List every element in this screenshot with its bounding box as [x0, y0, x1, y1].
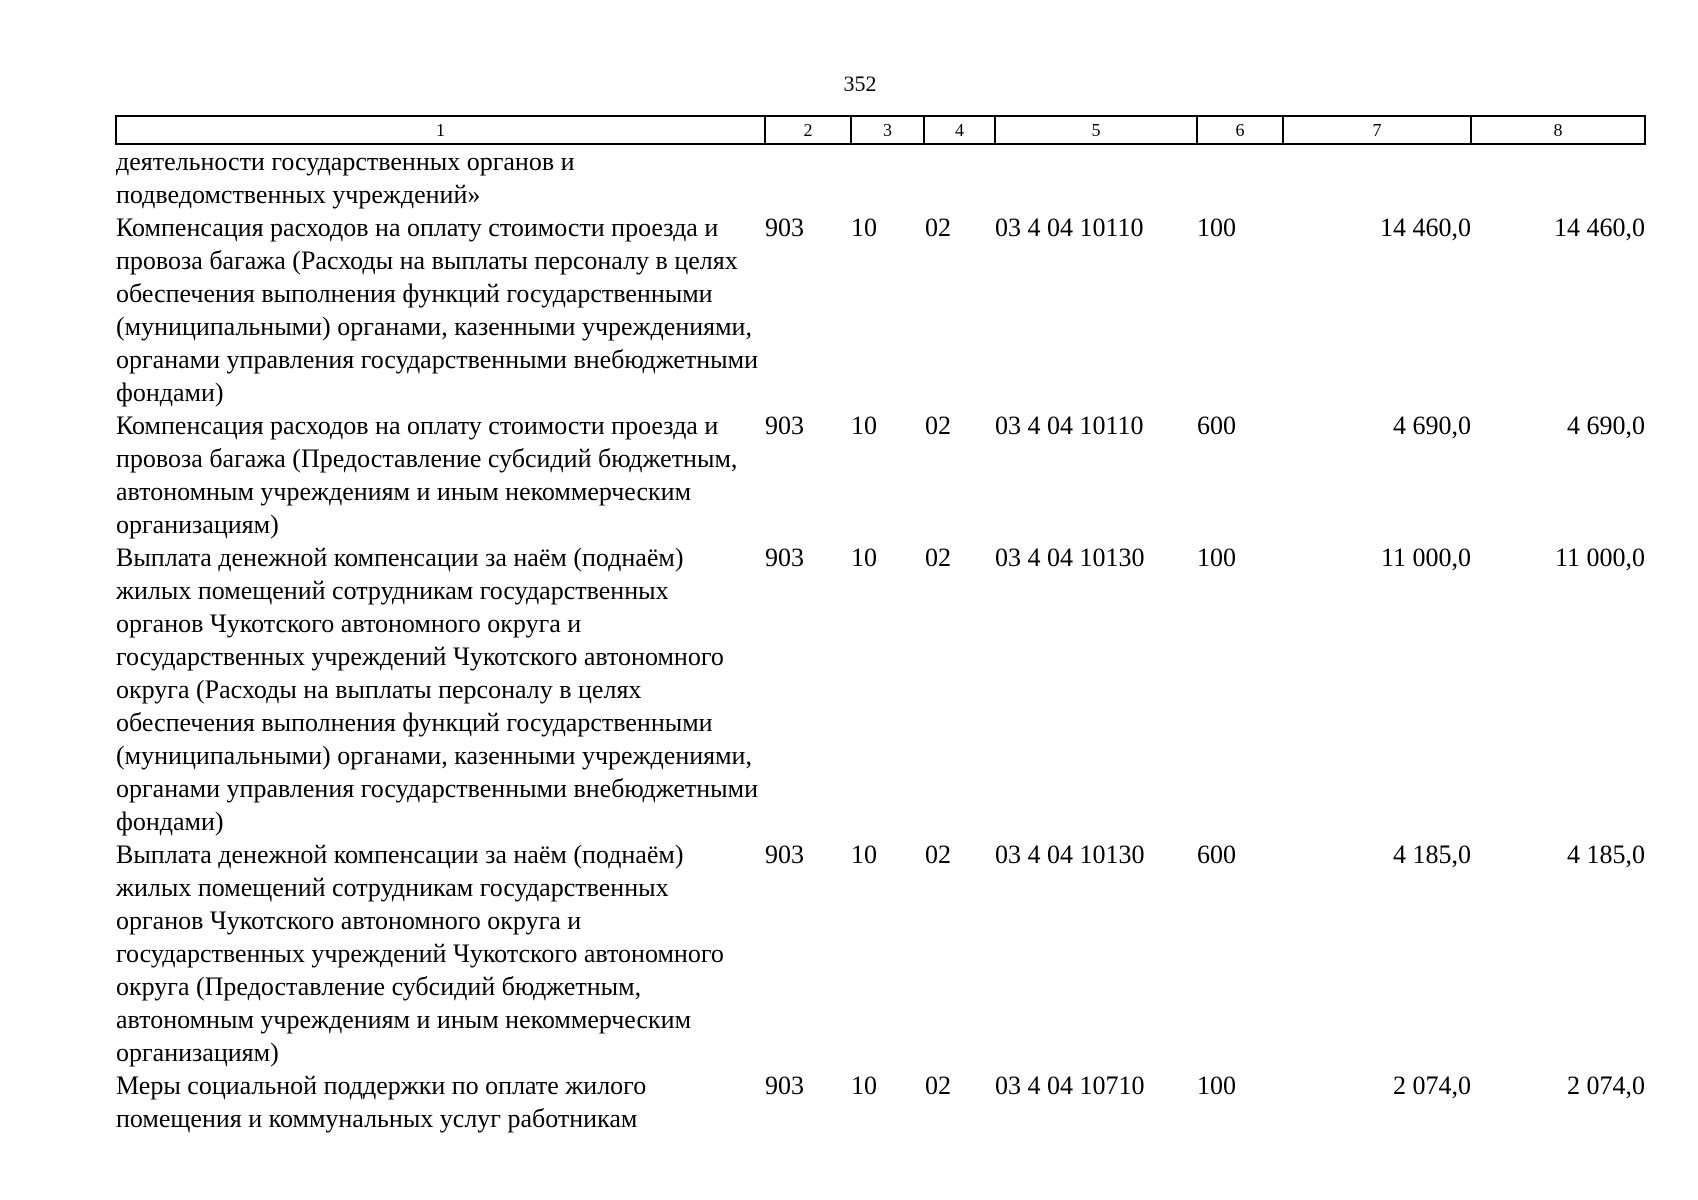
- row-ministry-code: 903: [765, 840, 804, 869]
- row-ministry-code: 903: [765, 543, 804, 572]
- table-row: [116, 1069, 1645, 1135]
- table-header: [116, 116, 1645, 144]
- row-subsection-code: 02: [925, 840, 951, 869]
- row-ministry-code: 903: [765, 213, 804, 242]
- header-row: [116, 116, 1645, 144]
- row-ministry-code: 903: [765, 411, 804, 440]
- table-body: [116, 144, 1645, 1135]
- row-amount-1: 4 690,0: [1393, 411, 1471, 440]
- row-article-code: 03 4 04 10110: [995, 411, 1144, 440]
- row-amount-1: 14 460,0: [1380, 213, 1471, 242]
- row-name: Выплата денежной компенсации за наём (поднаём) жилых помещений сотрудникам государственных органов Чукотского автономного округа и государственных учреждений Чукотского автономного округа (Расходы на выплаты персоналу в целях обеспечения выполнения функций государственными (муниципальными) органами, казенными учреждениями, органами управления государственными внебюджетными фондами): [116, 543, 759, 836]
- table-row: [116, 211, 1645, 409]
- row-section-code: 10: [851, 1071, 877, 1100]
- row-name: Компенсация расходов на оплату стоимости проезда и провоза багажа (Расходы на выплаты персоналу в целях обеспечения выполнения функций государственными (муниципальными) органами, казенными учреждениями, органами управления государственными внебюджетными фондами): [116, 213, 759, 407]
- row-amount-1: 2 074,0: [1393, 1071, 1471, 1100]
- row-amount-2: 11 000,0: [1554, 543, 1645, 572]
- row-name: Меры социальной поддержки по оплате жилого помещения и коммунальных услуг работникам: [116, 1071, 647, 1133]
- row-amount-2: 2 074,0: [1567, 1071, 1645, 1100]
- header-col-4: 4: [924, 116, 995, 144]
- row-expense-type: 600: [1197, 840, 1236, 869]
- row-name: Выплата денежной компенсации за наём (поднаём) жилых помещений сотрудникам государственных органов Чукотского автономного округа и государственных учреждений Чукотского автономного округа (Предоставление субсидий бюджетным, автономным учреждениям и иным некоммерческим организациям): [116, 840, 724, 1067]
- row-expense-type: 100: [1197, 213, 1236, 242]
- table-row: [116, 409, 1645, 541]
- row-ministry-code: 903: [765, 1071, 804, 1100]
- row-subsection-code: 02: [925, 411, 951, 440]
- header-col-3: 3: [851, 116, 924, 144]
- row-amount-2: 4 690,0: [1567, 411, 1645, 440]
- row-article-code: 03 4 04 10710: [995, 1071, 1145, 1100]
- row-amount-1: 4 185,0: [1393, 840, 1471, 869]
- table-row: [116, 144, 1645, 211]
- row-section-code: 10: [851, 411, 877, 440]
- row-section-code: 10: [851, 543, 877, 572]
- row-article-code: 03 4 04 10110: [995, 213, 1144, 242]
- budget-table: [115, 115, 1646, 1135]
- table-row: [116, 541, 1645, 838]
- header-col-6: 6: [1197, 116, 1283, 144]
- header-col-1: 1: [116, 116, 765, 144]
- row-expense-type: 600: [1197, 411, 1236, 440]
- row-expense-type: 100: [1197, 1071, 1236, 1100]
- header-col-2: 2: [765, 116, 851, 144]
- header-col-8: 8: [1471, 116, 1645, 144]
- row-name: Компенсация расходов на оплату стоимости проезда и провоза багажа (Предоставление субсидий бюджетным, автономным учреждениям и иным некоммерческим организациям): [116, 411, 738, 539]
- row-amount-1: 11 000,0: [1380, 543, 1471, 572]
- row-subsection-code: 02: [925, 1071, 951, 1100]
- row-section-code: 10: [851, 213, 877, 242]
- row-section-code: 10: [851, 840, 877, 869]
- page-number: 352: [843, 71, 877, 96]
- row-expense-type: 100: [1197, 543, 1236, 572]
- header-col-7: 7: [1283, 116, 1471, 144]
- row-name: деятельности государственных органов и подведомственных учреждений»: [116, 147, 575, 209]
- row-subsection-code: 02: [925, 213, 951, 242]
- row-article-code: 03 4 04 10130: [995, 543, 1145, 572]
- table-row: [116, 838, 1645, 1069]
- header-col-5: 5: [995, 116, 1197, 144]
- row-article-code: 03 4 04 10130: [995, 840, 1145, 869]
- row-amount-2: 14 460,0: [1554, 213, 1645, 242]
- row-amount-2: 4 185,0: [1567, 840, 1645, 869]
- row-subsection-code: 02: [925, 543, 951, 572]
